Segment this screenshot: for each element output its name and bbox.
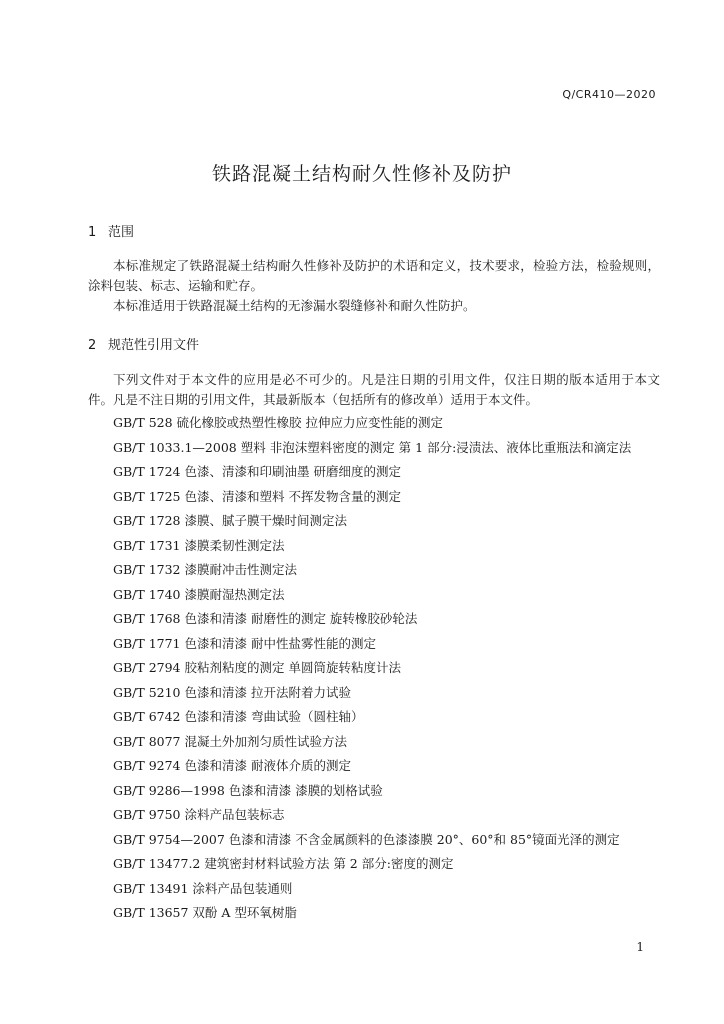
section-heading-scope — [88, 221, 134, 240]
reference-item: GB/T 1725 色漆、清漆和塑料 不挥发物含量的测定 — [113, 488, 401, 504]
reference-list — [113, 411, 673, 926]
scope-paragraph-2: 本标准适用于铁路混凝土结构的无渗漏水裂缝修补和耐久性防护。 — [113, 298, 476, 313]
reference-item: GB/T 9750 涂料产品包装标志 — [113, 807, 285, 822]
reference-item: GB/T 1732 漆膜耐冲击性测定法 — [113, 562, 297, 577]
reference-item: GB/T 528 硫化橡胶或热塑性橡胶 拉伸应力应变性能的测定 — [113, 415, 443, 430]
reference-item: GB/T 9754—2007 色漆和清漆 不含金属颜料的色漆漆膜 20°、60°和 85°镜面光泽的测定 — [113, 831, 620, 847]
page-number: 1 — [636, 940, 644, 954]
reference-item: GB/T 1740 漆膜耐湿热测定法 — [113, 586, 285, 602]
reference-item: GB/T 1728 漆膜、腻子膜干燥时间测定法 — [113, 513, 347, 528]
reference-item: GB/T 8077 混凝土外加剂匀质性试验方法 — [113, 733, 347, 749]
reference-item: GB/T 13491 涂料产品包装通则 — [113, 880, 293, 896]
section-number: 2 — [88, 338, 97, 353]
document-title: 铁路混凝土结构耐久性修补及防护 — [211, 163, 512, 185]
standard-code: Q/CR410—2020 — [562, 88, 656, 101]
reference-item: GB/T 9274 色漆和清漆 耐液体介质的测定 — [113, 758, 351, 773]
reference-item: GB/T 9286—1998 色漆和清漆 漆膜的划格试验 — [113, 782, 383, 798]
section-title: 范围 — [108, 225, 135, 240]
scope-paragraph-1: 本标准规定了铁路混凝土结构耐久性修补及防护的术语和定义，技术要求，检验方法，检验规则，涂料包装、标志、运输和贮存。 — [88, 258, 660, 293]
reference-item: GB/T 6742 色漆和清漆 弯曲试验（圆柱轴） — [113, 709, 364, 724]
reference-item: GB/T 1731 漆膜柔韧性测定法 — [113, 537, 285, 553]
reference-item: GB/T 13657 双酚 A 型环氧树脂 — [113, 905, 297, 920]
references-intro-paragraph: 下列文件对于本文件的应用是必不可少的。凡是注日期的引用文件，仅注日期的版本适用于本文件。凡是不注日期的引用文件，其最新版本（包括所有的修改单）适用于本文件。 — [88, 372, 660, 407]
reference-item: GB/T 2794 胶粘剂粘度的测定 单圆筒旋转粘度计法 — [113, 660, 401, 675]
reference-item: GB/T 5210 色漆和清漆 拉开法附着力试验 — [113, 684, 351, 700]
reference-item: GB/T 1033.1—2008 塑料 非泡沫塑料密度的测定 第 1 部分:浸渍法、液体比重瓶法和滴定法 — [113, 439, 632, 455]
section-title: 规范性引用文件 — [108, 338, 200, 353]
section-number: 1 — [88, 225, 97, 240]
reference-item: GB/T 13477.2 建筑密封材料试验方法 第 2 部分:密度的测定 — [113, 856, 454, 871]
reference-item: GB/T 1768 色漆和清漆 耐磨性的测定 旋转橡胶砂轮法 — [113, 611, 418, 626]
reference-item: GB/T 1724 色漆、清漆和印刷油墨 研磨细度的测定 — [113, 464, 401, 479]
section-heading-normative-references — [88, 334, 199, 353]
reference-item: GB/T 1771 色漆和清漆 耐中性盐雾性能的测定 — [113, 635, 376, 651]
